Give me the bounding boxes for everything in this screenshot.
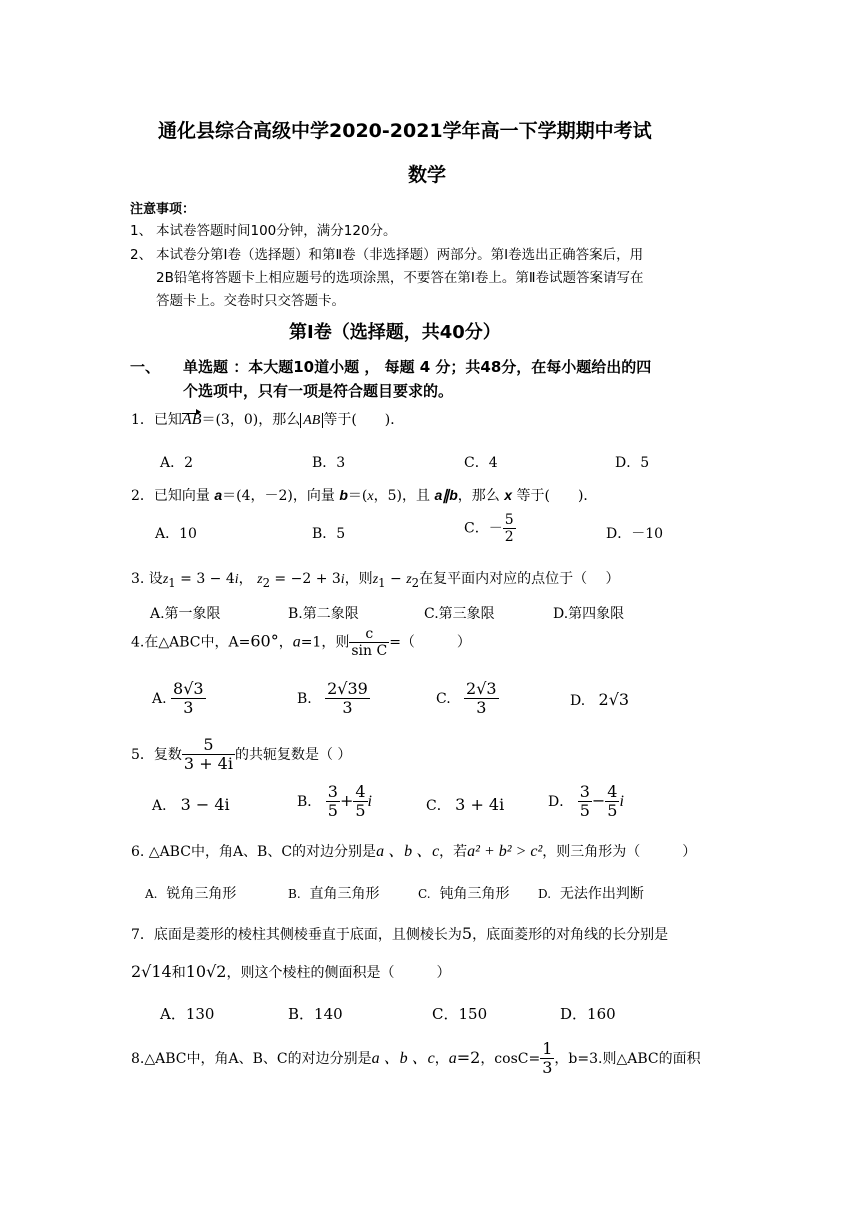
section-instruction-line-2: 个选项中，只有一项是符合题目要求的。 (183, 382, 454, 400)
question-7-line-2 (131, 962, 450, 982)
abs-vector-ab: AB (300, 413, 323, 428)
q1-option-d: D．5 (615, 455, 650, 471)
q2-option-c (464, 512, 516, 545)
question-1 (131, 409, 404, 429)
q3-then: ，则 (344, 571, 373, 587)
q1-prefix: 1．已知 (131, 412, 182, 428)
q4-denominator: sin C (351, 643, 388, 660)
q7-option-b: B．140 (288, 1005, 343, 1023)
q3-z2-sub: 2 (262, 575, 270, 590)
q3-z1-expr: = 3 − 4 (175, 571, 235, 587)
q5-option-d-label: D． (548, 793, 574, 810)
q4-comma: ， (278, 634, 293, 651)
q6-option-d (538, 883, 644, 903)
q5-option-d-num-2: 4 (607, 782, 618, 801)
q5-option-d (548, 783, 624, 821)
q2-prefix: 2．已知向量 (131, 488, 215, 504)
q5-option-b-den-2: 5 (355, 801, 366, 821)
q4-option-d-value: 2√3 (598, 690, 630, 709)
q2-var-x-2: x (504, 487, 513, 503)
question-4 (131, 626, 471, 659)
section-instruction-line-1: 单选题 ：本大题10道小题 ， 每题 4 分；共48分，在每小题给出的四 (183, 358, 652, 376)
q2-option-a: A．10 (155, 526, 197, 542)
q5-option-d-den-2: 5 (607, 801, 618, 821)
q4-option-b-label: B. (297, 690, 312, 707)
q6-option-c-label: C. (418, 887, 431, 901)
q5-option-c (426, 795, 504, 815)
q5-option-b-plus: + (339, 790, 354, 810)
q7-option-c: C．150 (432, 1005, 488, 1023)
q6-option-b-text: 直角三角形 (309, 886, 380, 902)
q3-z2: z (257, 572, 263, 587)
notice-item-1-num: 1、 (130, 223, 153, 239)
q3-z2-diff-sub: 2 (411, 575, 420, 590)
q3-comma: ， (238, 571, 258, 587)
q4-option-d-label: D. (570, 693, 586, 709)
q8-comma: ， (434, 1050, 449, 1067)
q5-option-d-den-1: 5 (579, 801, 590, 821)
q5-option-c-value: 3 + 4i (455, 795, 505, 814)
q4-option-b-denominator: 3 (325, 698, 370, 717)
notice-item-1: 本试卷答题时间100分钟，满分120分。 (156, 223, 397, 239)
q2-text-1: ＝(4，－2)，向量 (222, 488, 340, 504)
q5-numerator: 5 (203, 735, 214, 754)
q5-option-b (297, 783, 372, 821)
q8-cos-label: ，cosC= (480, 1050, 541, 1067)
subject-title: 数学 (408, 164, 447, 186)
q3-z1-diff-sub: 1 (378, 575, 386, 590)
q4-option-a (152, 680, 206, 718)
q3-z2-diff: z (406, 572, 412, 587)
q1-middle: ＝(3，0)，那么 (201, 412, 301, 428)
q2-option-c-label: C．－ (464, 520, 503, 537)
q5-option-b-label: B． (297, 793, 322, 810)
question-5 (131, 736, 351, 774)
q4-option-c-denominator: 3 (464, 698, 499, 717)
q6-if: ，若 (439, 844, 468, 860)
q4-then: =1，则 (300, 634, 350, 651)
q2-option-c-denominator: 2 (504, 529, 514, 546)
q7-diagonal-1: 2√14 (131, 962, 172, 981)
q4-option-b (297, 680, 370, 718)
q8-a-value: =2 (456, 1047, 481, 1067)
q5-option-a (152, 795, 230, 815)
q2-vector-b: b (339, 487, 348, 503)
q8-var-a: a (448, 1049, 457, 1067)
q2-text-3: ，5)，且 (373, 488, 435, 504)
question-3 (131, 568, 620, 590)
q3-z1-sub: 1 (168, 575, 176, 590)
q8-cos-numerator: 1 (542, 1039, 553, 1058)
q5-option-d-num-1: 3 (579, 782, 590, 801)
q6-prefix: 6. △ABC中，角A、B、C的对边分别是 (131, 844, 377, 860)
question-2 (131, 485, 597, 505)
q3-option-b: B.第二象限 (288, 606, 359, 622)
q5-option-a-value: 3 − 4i (180, 795, 230, 814)
q7-prefix: 7．底面是菱形的棱柱其侧棱垂直于底面，且侧棱长为 (131, 927, 462, 943)
q5-option-d-minus: − (591, 790, 606, 810)
notice-item-2-line-3: 答题卡上。交卷时只交答题卡。 (156, 293, 345, 309)
q1-option-c: C．4 (464, 455, 498, 471)
q1-suffix: 等于( )． (323, 412, 405, 428)
q6-option-a-text: 锐角三角形 (166, 886, 237, 902)
q5-denominator: 3 + 4i (183, 754, 233, 774)
q3-suffix: 在复平面内对应的点位于（ ） (419, 571, 620, 587)
q8-suffix: ，b=3.则△ABC的面积 (554, 1050, 701, 1067)
q7-and: 和 (171, 965, 186, 981)
q2-option-c-numerator: 5 (504, 512, 514, 528)
vector-ab: AB (181, 411, 202, 428)
part-1-title: 第Ⅰ卷（选择题，共40分） (289, 322, 501, 343)
q6-option-c (418, 883, 509, 903)
q6-inequality: a² + b² > c² (467, 843, 543, 860)
q3-z2-expr: = −2 + 3 (269, 571, 341, 587)
q8-variables: a 、b 、c (371, 1049, 435, 1067)
q4-numerator: c (365, 626, 374, 642)
q6-option-b-label: B. (288, 887, 301, 901)
q5-option-a-label: A． (152, 798, 177, 814)
q5-suffix: 的共轭复数是（ ） (234, 746, 352, 763)
q5-option-d-i: i (619, 792, 624, 810)
q4-var-a: a (292, 633, 301, 651)
q6-option-a-label: A. (145, 887, 158, 901)
q3-minus: − (385, 571, 407, 587)
q4-angle: 60° (250, 631, 279, 651)
q3-i-1: i (234, 572, 239, 587)
q4-option-c (436, 680, 499, 718)
q5-option-c-label: C． (426, 798, 451, 814)
q3-option-c: C.第三象限 (424, 606, 495, 622)
q3-z1-diff: z (372, 572, 379, 587)
q3-i-2: i (340, 572, 345, 587)
q6-variables: a 、b 、c (376, 843, 440, 860)
q6-option-c-text: 钝角三角形 (439, 886, 510, 902)
q6-option-d-label: D. (538, 887, 552, 901)
q5-option-b-den-1: 5 (327, 801, 338, 821)
q2-parallel-condition: a∥b (434, 487, 458, 503)
q4-option-d (570, 690, 629, 709)
notice-item-2-line-2: 2B铅笔将答题卡上相应题号的选项涂黑，不要答在第Ⅰ卷上。第Ⅱ卷试题答案请写在 (156, 270, 644, 286)
q8-prefix: 8.△ABC中，角A、B、C的对边分别是 (131, 1050, 372, 1067)
q3-option-d: D.第四象限 (553, 606, 625, 622)
q4-prefix: 4.在△ABC中，A= (131, 634, 251, 651)
q3-option-a: A.第一象限 (150, 606, 221, 622)
q2-option-d: D．－10 (606, 526, 664, 542)
q5-option-b-num-2: 4 (355, 782, 366, 801)
q1-option-b: B．3 (312, 455, 346, 471)
q4-option-a-denominator: 3 (171, 698, 206, 717)
notice-item-2-line-1: 本试卷分第Ⅰ卷（选择题）和第Ⅱ卷（非选择题）两部分。第Ⅰ卷选出正确答案后，用 (156, 247, 644, 263)
q2-text-4: ，那么 (457, 488, 505, 504)
question-6 (131, 838, 696, 861)
q3-prefix: 3. 设 (131, 571, 163, 587)
q4-option-a-numerator: 8√3 (173, 679, 204, 698)
q7-option-d: D．160 (560, 1005, 616, 1023)
q5-option-b-num-1: 3 (327, 782, 338, 801)
q2-var-x: x (367, 489, 374, 504)
q7-line-1-suffix: ，底面菱形的对角线的长分别是 (472, 927, 669, 943)
section-number: 一、 (130, 358, 161, 376)
q2-vector-a: a (214, 487, 223, 503)
q2-text-2: ＝( (347, 488, 368, 504)
exam-title: 通化县综合高级中学2020-2021学年高一下学期期中考试 (158, 120, 652, 142)
question-7-line-1 (131, 924, 668, 944)
q7-diagonal-2: 10√2 (185, 962, 227, 981)
q4-option-b-numerator: 2√39 (327, 679, 368, 698)
q8-cos-denominator: 3 (542, 1058, 553, 1078)
notice-heading: 注意事项： (130, 202, 196, 217)
notice-item-2-num: 2、 (130, 247, 153, 263)
q6-option-a (145, 883, 236, 903)
q6-option-b (288, 883, 380, 903)
q5-option-b-i: i (367, 792, 372, 810)
q4-option-a-label: A. (152, 690, 167, 707)
q7-line-2-suffix: ，则这个棱柱的侧面积是（ ） (226, 965, 451, 981)
q2-suffix: 等于( )． (512, 488, 598, 504)
q6-suffix: ，则三角形为（ ） (542, 844, 697, 860)
q2-option-b: B．5 (312, 526, 346, 542)
question-8 (131, 1040, 701, 1078)
q7-edge-length: 5 (461, 924, 473, 943)
q4-option-c-label: C. (436, 690, 451, 707)
q7-option-a: A．130 (160, 1005, 215, 1023)
q4-option-c-numerator: 2√3 (466, 679, 497, 698)
q5-prefix: 5．复数 (131, 746, 182, 763)
q6-option-d-text: 无法作出判断 (559, 886, 644, 902)
q4-suffix: =（ ） (389, 634, 471, 651)
q1-option-a: A．2 (160, 455, 194, 471)
q3-z1: z (162, 572, 169, 587)
